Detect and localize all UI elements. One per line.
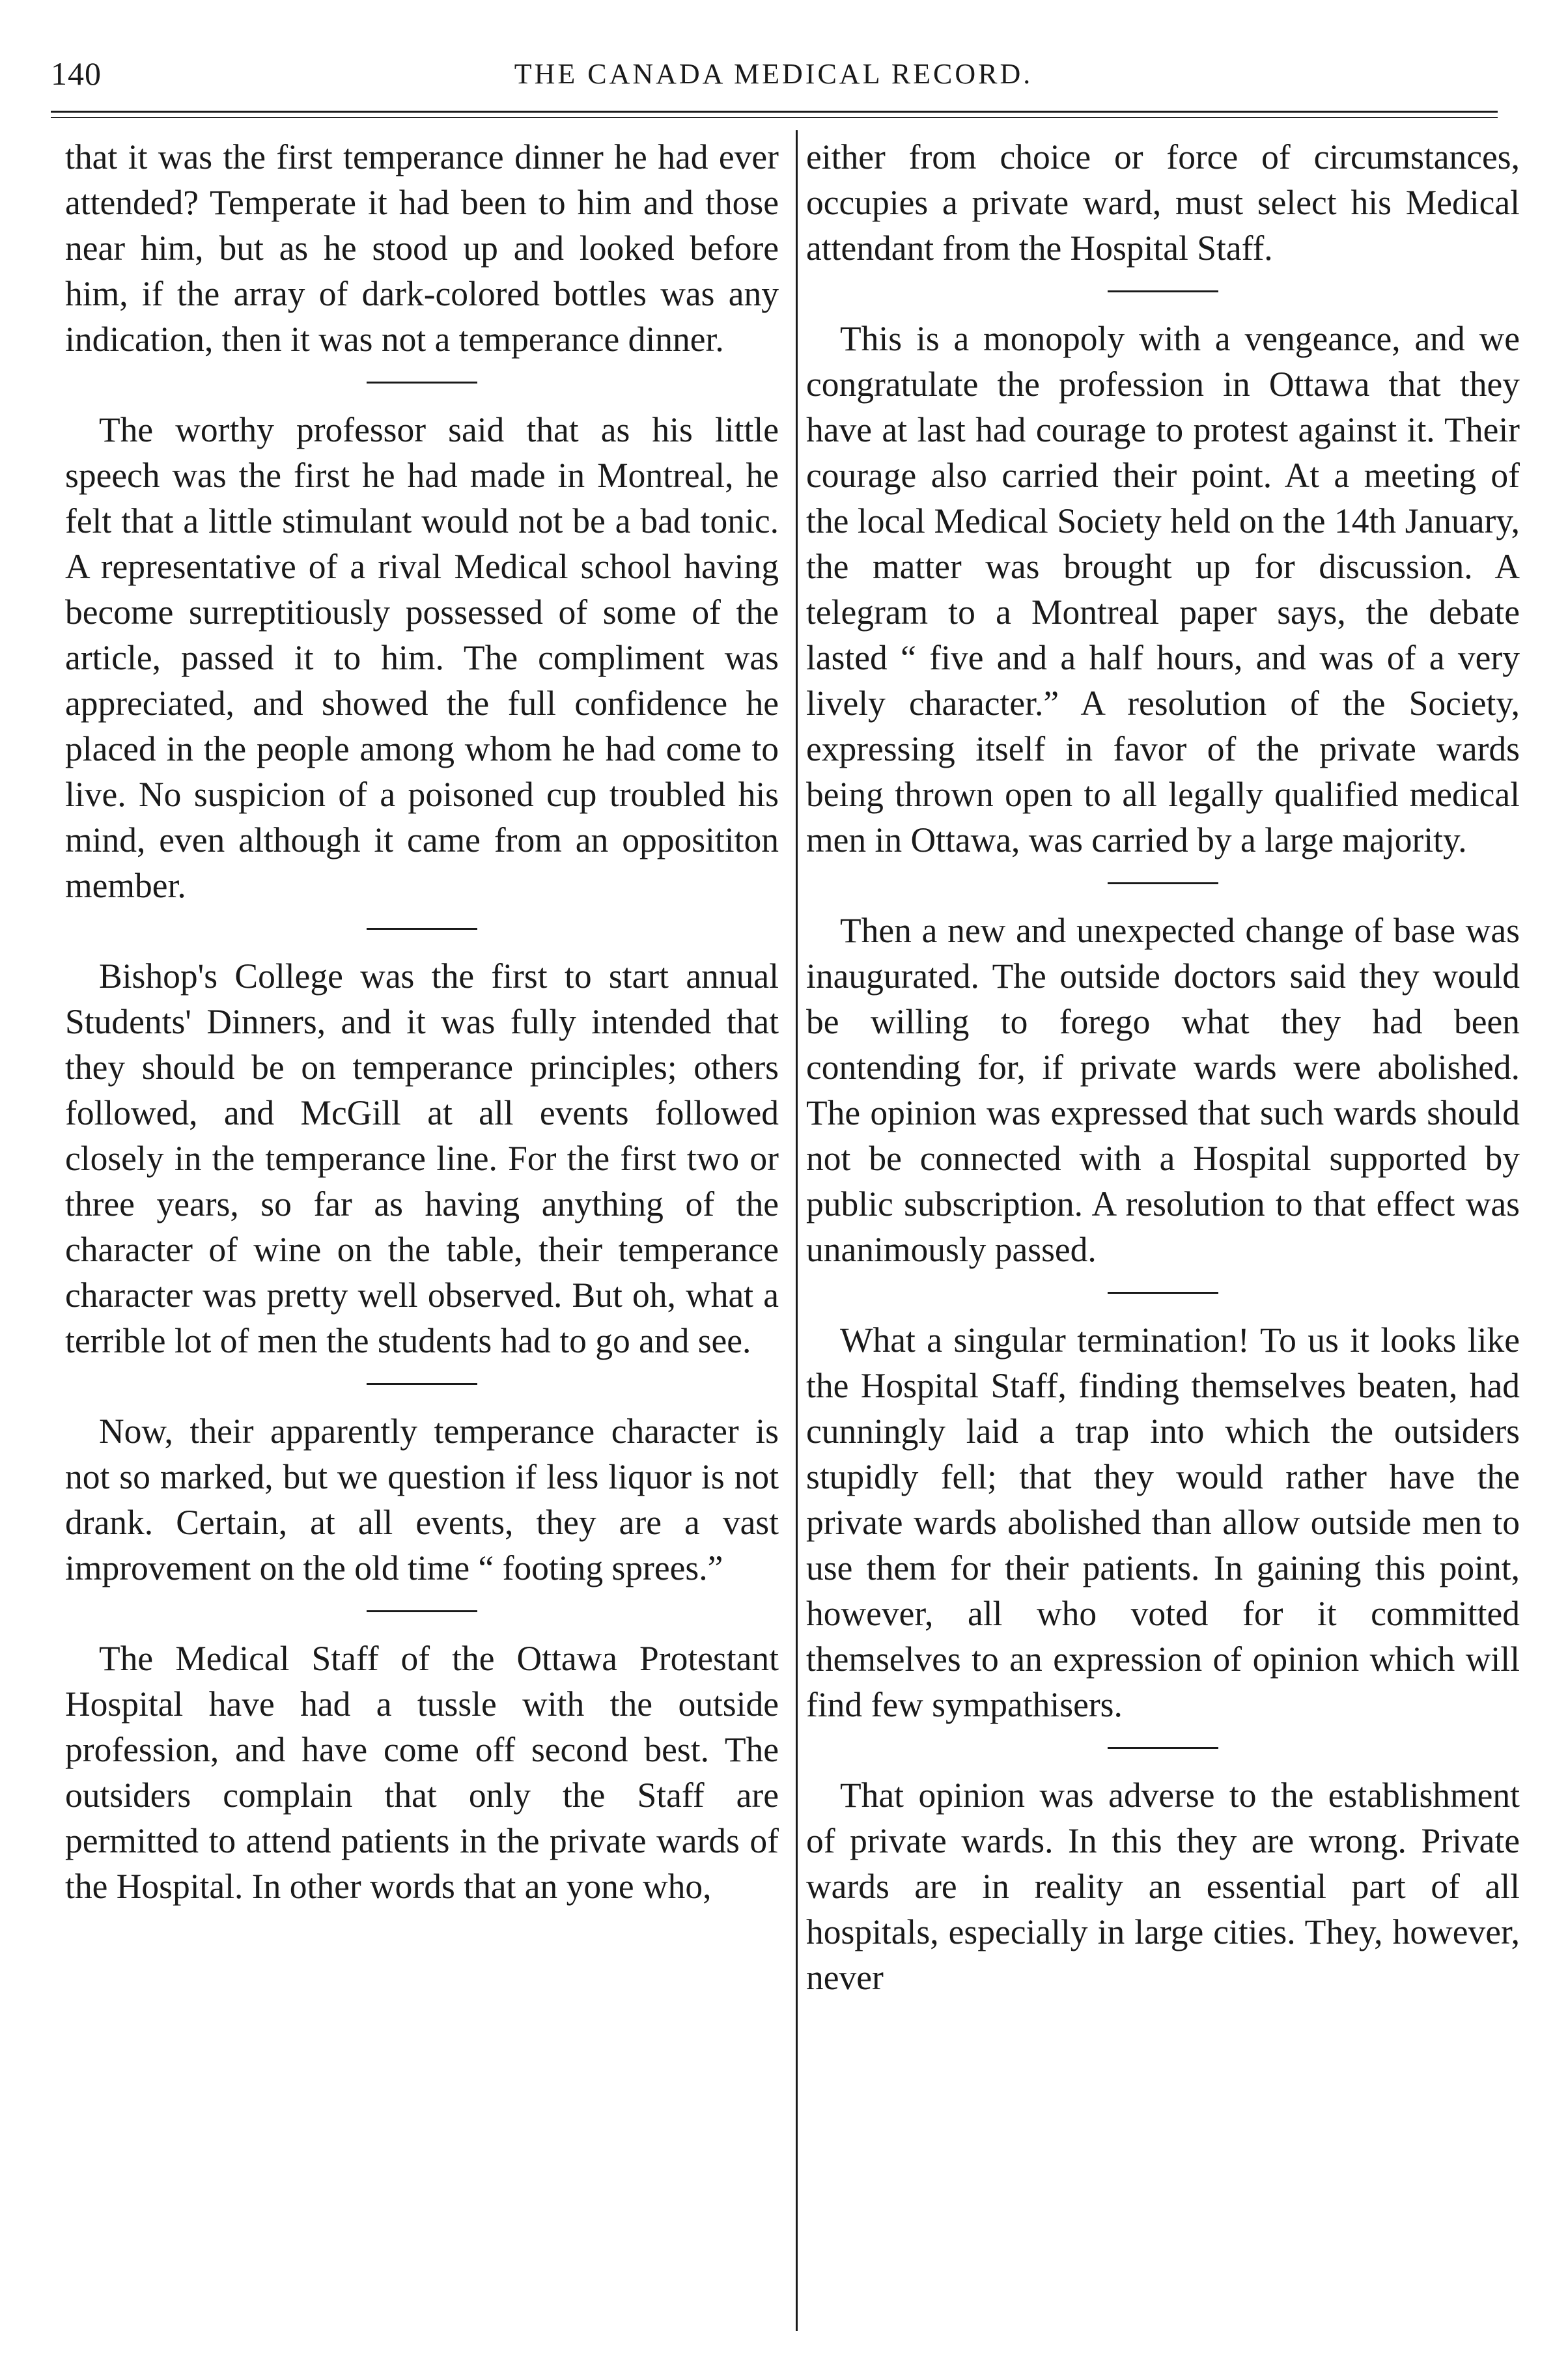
- paragraph: Now, their apparently temperance character is not so marked, but we question if less liquor is not drank. Certain, at all events, they are a vast improvement on the old time “ footing sprees.”: [65, 1412, 779, 1587]
- right-column: [806, 134, 1520, 2000]
- header-rule: [51, 111, 1498, 113]
- paragraph: Then a new and unexpected change of base was inaugurated. The outside doctors said they would be willing to forego what they had been contending for, if private wards were abolished. The opinion was expressed that such wards should not be connected with a Hospital supported by public subscription. A resolution to that effect was unanimously passed.: [806, 911, 1520, 1269]
- paragraph: What a singular termination! To us it looks like the Hospital Staff, finding themselves beaten, had cunningly laid a trap into which the outsiders stupidly fell; that they would rather have the private wards abolished than allow outside men to use them for their patients. In gaining this point, however, all who voted for it committed themselves to an expression of opinion which will find few sympathisers.: [806, 1320, 1520, 1724]
- paragraph: that it was the first temperance dinner he had ever attended? Temperate it had been to him and those near him, but as he stood up and looked before him, if the array of dark-colored bottles was any indication, then it was not a temperance dinner.: [65, 137, 779, 359]
- section-separator: [1108, 290, 1218, 292]
- paragraph: This is a monopoly with a vengeance, and we congratulate the profession in Ottawa that they have at last had courage to protest against it. Their courage also carried their point. At a meeting of the local Medical Society held on the 14th January, the matter was brought up for discussion. A telegram to a Montreal paper says, the debate lasted “ five and a half hours, and was of a very lively character.” A resolution of the Society, expressing itself in favor of the private wards being thrown open to all legally qualified medical men in Ottawa, was carried by a large majority.: [806, 319, 1520, 859]
- column-divider: [796, 130, 798, 2331]
- section-separator: [1108, 1292, 1218, 1294]
- section-separator: [367, 1383, 477, 1385]
- section-separator: [367, 928, 477, 930]
- section-separator: [367, 382, 477, 384]
- paragraph: That opinion was adverse to the establishment of private wards. In this they are wrong. Private wards are in reality an essential part of all hospitals, especially in large cities. They, however, never: [806, 1776, 1520, 1997]
- paragraph: Bishop's College was the first to start annual Students' Dinners, and it was fully intended that they should be on temperance principles; others followed, and McGill at all events followed closely in the temperance line. For the first two or three years, so far as having anything of the character of wine on the table, their temperance character was pretty well observed. But oh, what a terrible lot of men the students had to go and see.: [65, 957, 779, 1360]
- page-header: [51, 55, 1496, 107]
- journal-title: THE CANADA MEDICAL RECORD.: [514, 58, 1033, 90]
- page-number: 140: [51, 55, 102, 92]
- section-separator: [1108, 882, 1218, 884]
- left-column: [65, 134, 779, 1909]
- paragraph: either from choice or force of circumstances, occupies a private ward, must select his Medical attendant from the Hospital Staff.: [806, 137, 1520, 268]
- section-separator: [1108, 1747, 1218, 1749]
- header-rule-thin: [51, 117, 1498, 118]
- paragraph: The Medical Staff of the Ottawa Protestant Hospital have had a tussle with the outside profession, and have come off second best. The outsiders complain that only the Staff are permitted to attend patients in the private wards of the Hospital. In other words that an yone who,: [65, 1639, 779, 1906]
- paragraph: The worthy professor said that as his little speech was the first he had made in Montreal, he felt that a little stimulant would not be a bad tonic. A representative of a rival Medical school having become surreptitiously possessed of some of the article, passed it to him. The compliment was appreciated, and showed the full confidence he placed in the people among whom he had come to live. No suspicion of a poisoned cup troubled his mind, even although it came from an opposititon member.: [65, 410, 779, 905]
- section-separator: [367, 1610, 477, 1612]
